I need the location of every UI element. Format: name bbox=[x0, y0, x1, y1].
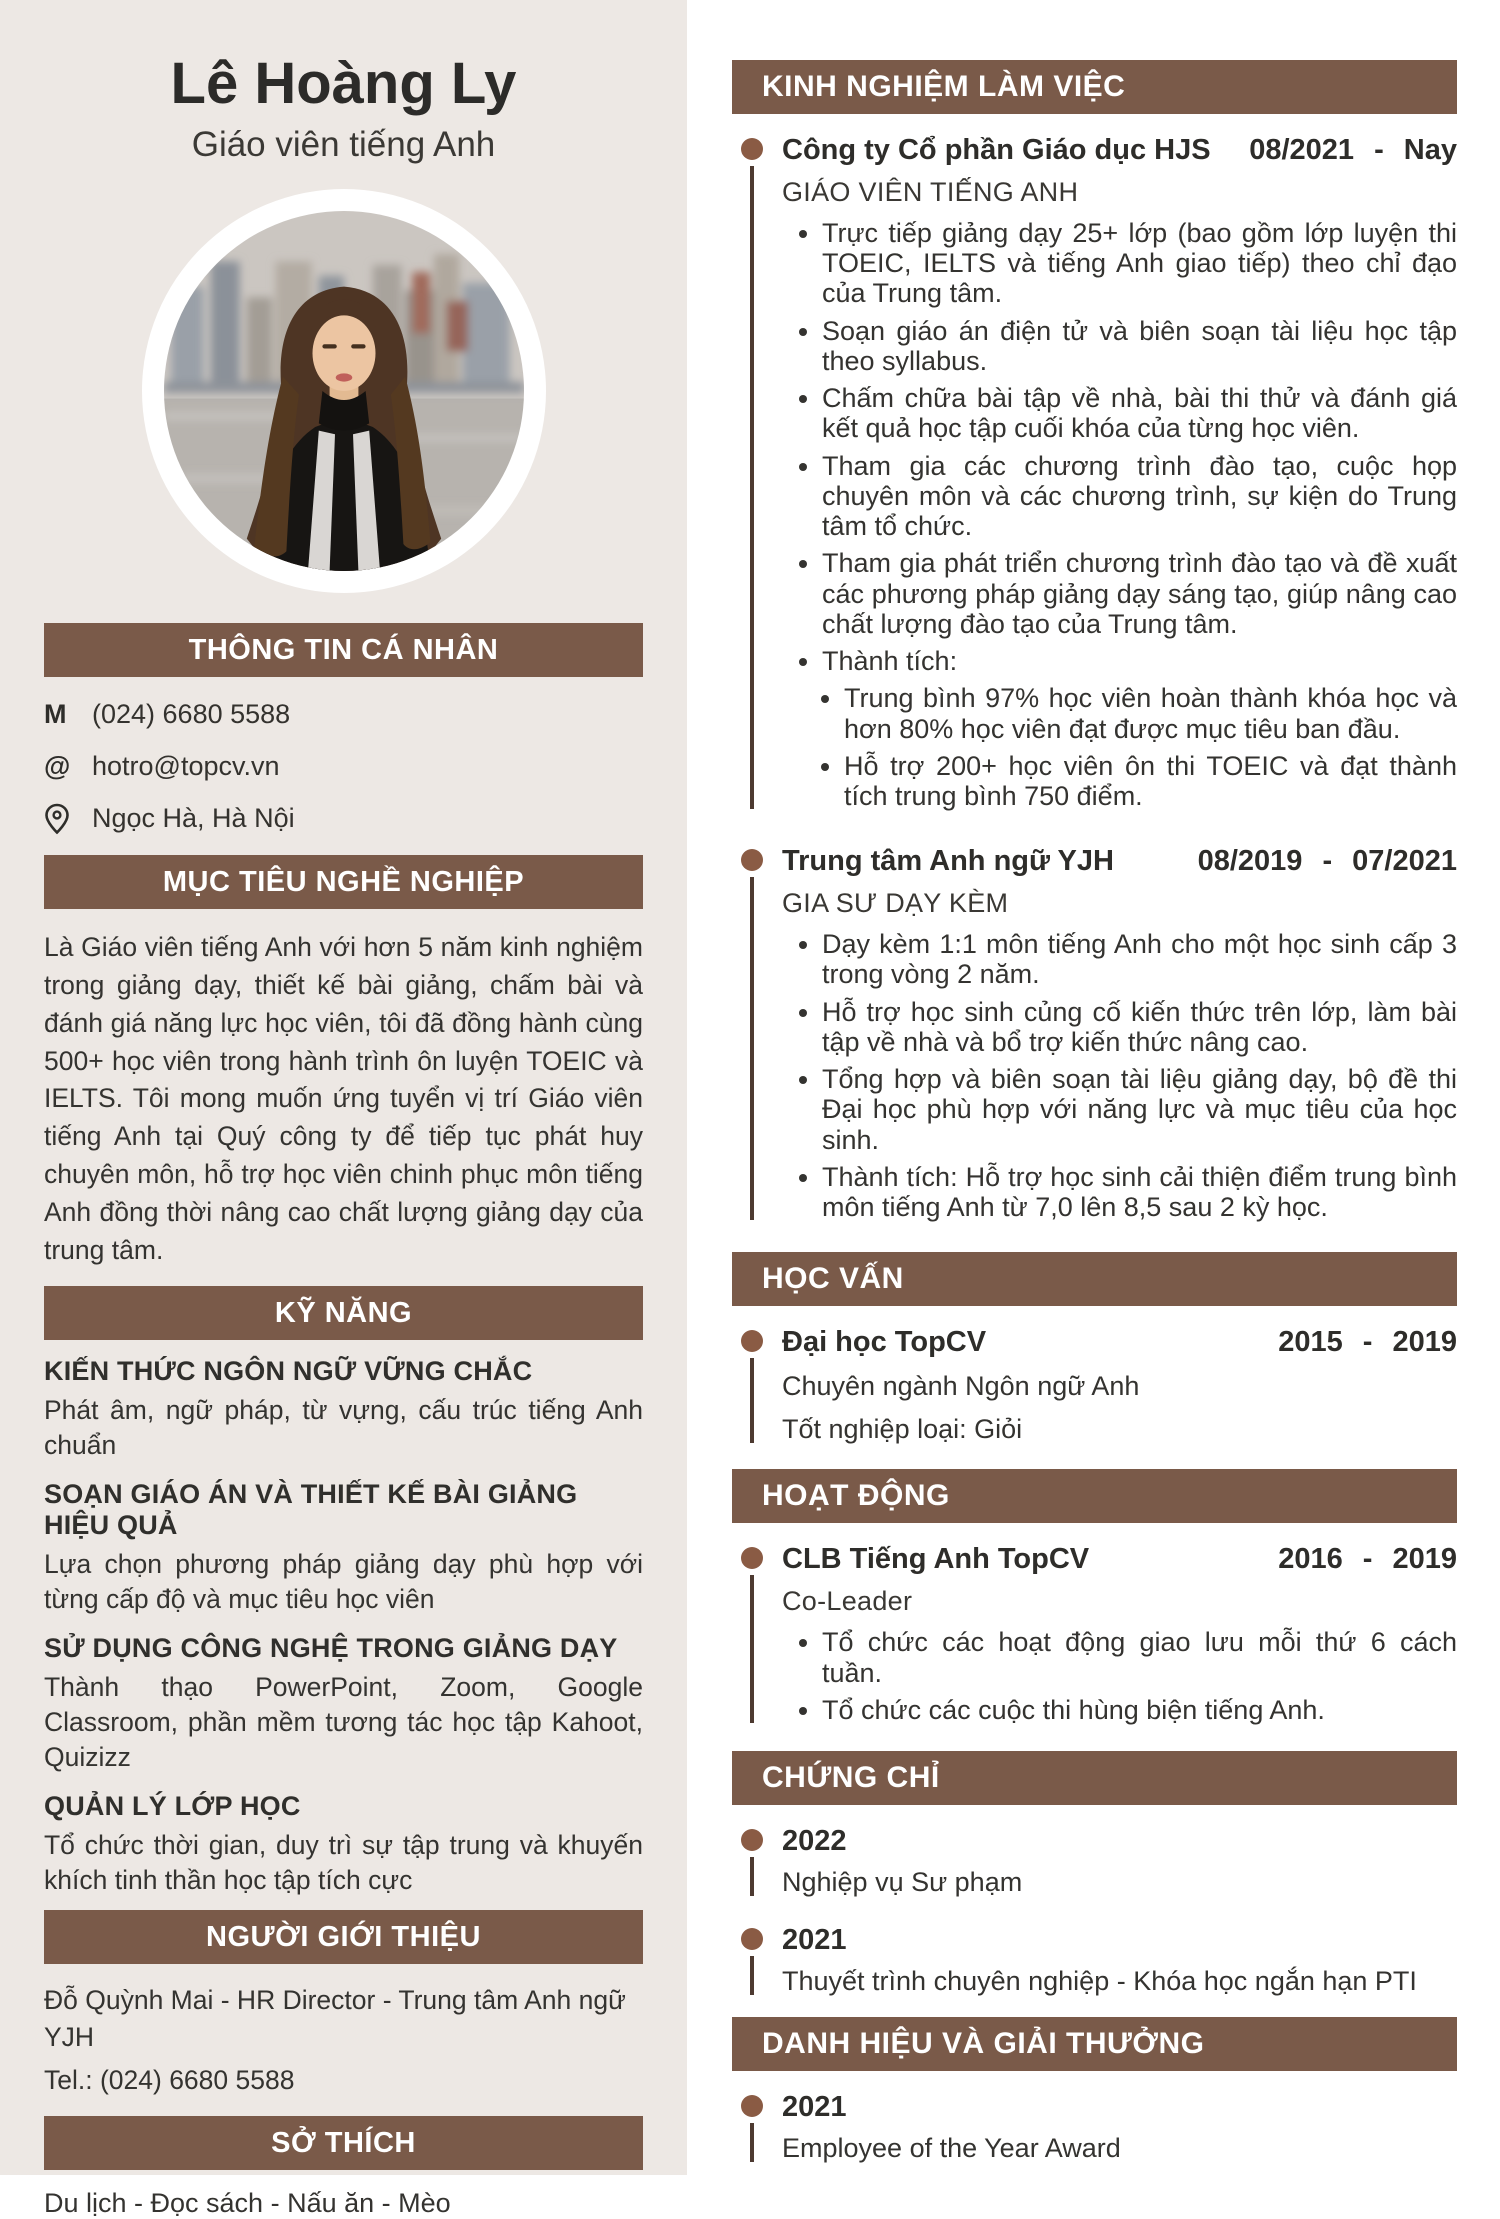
contact-item-phone bbox=[44, 697, 643, 733]
sidebar-section-reference bbox=[44, 1910, 643, 2096]
organization-name: CLB Tiếng Anh TopCV bbox=[782, 1543, 1090, 1576]
candidate-title: Giáo viên tiếng Anh bbox=[191, 124, 496, 164]
bullet-item: • Soạn giáo án điện tử và biên soạn tài liệu học tập theo syllabus. bbox=[822, 316, 1457, 376]
contact-item-email bbox=[44, 749, 643, 785]
sidebar bbox=[0, 0, 687, 2218]
skill-item bbox=[44, 1791, 643, 1898]
reference-phone: Tel.: (024) 6680 5588 bbox=[44, 2064, 295, 2095]
education-grade: Tốt nghiệp loại: Giỏi bbox=[782, 1414, 1023, 1445]
skill-desc: Lựa chọn phương pháp giảng dạy phù hợp với từng cấp độ và mục tiêu học viên bbox=[44, 1548, 643, 1614]
timeline-dot bbox=[741, 2095, 763, 2117]
section-awards bbox=[732, 2017, 1457, 2164]
portrait-illustration bbox=[164, 211, 524, 571]
section-experience bbox=[732, 60, 1457, 1222]
timeline-dot bbox=[741, 849, 763, 871]
sidebar-section-contact bbox=[44, 623, 643, 837]
entry-header bbox=[782, 845, 1457, 878]
skill-title: SOẠN GIÁO ÁN VÀ THIẾT KẾ BÀI GIẢNG HIỆU QUẢ bbox=[44, 1478, 578, 1540]
entry-header bbox=[782, 1326, 1457, 1359]
candidate-name: Lê Hoàng Ly bbox=[170, 51, 517, 116]
email-address: hotro@topcv.vn bbox=[92, 751, 280, 782]
certificate-name: Thuyết trình chuyên nghiệp - Khóa học ngắn hạn PTI bbox=[782, 1966, 1417, 1997]
hobbies-text: Du lịch - Đọc sách - Nấu ăn - Mèo bbox=[44, 2187, 451, 2218]
award-name: Employee of the Year Award bbox=[782, 2133, 1121, 2164]
date-range: 2016 - 2019 bbox=[1278, 1543, 1457, 1576]
skill-item bbox=[44, 1633, 643, 1775]
education-heading: HỌC VẤN bbox=[732, 1252, 1457, 1306]
profile-photo-ring bbox=[142, 189, 546, 593]
certificate-entry bbox=[732, 1924, 1457, 1997]
bullet-item: • Tổ chức các cuộc thi hùng biện tiếng Anh. bbox=[822, 1695, 1457, 1725]
section-education bbox=[732, 1252, 1457, 1445]
activity-entry bbox=[732, 1543, 1457, 1725]
skill-title: QUẢN LÝ LỚP HỌC bbox=[44, 1790, 301, 1821]
certificate-name: Nghiệp vụ Sư phạm bbox=[782, 1867, 1023, 1898]
education-entry bbox=[732, 1326, 1457, 1445]
school-name: Đại học TopCV bbox=[782, 1326, 987, 1359]
achievement-bullets bbox=[782, 683, 1457, 811]
timeline-line bbox=[750, 2123, 754, 2162]
awards-heading: DANH HIỆU VÀ GIẢI THƯỞNG bbox=[732, 2017, 1457, 2071]
education-major: Chuyên ngành Ngôn ngữ Anh bbox=[782, 1371, 1140, 1402]
skill-desc: Phát âm, ngữ pháp, từ vựng, cấu trúc tiếng Anh chuẩn bbox=[44, 1394, 643, 1460]
skills-heading: KỸ NĂNG bbox=[44, 1286, 643, 1340]
phone-icon: M bbox=[44, 699, 67, 730]
sidebar-section-objective bbox=[44, 855, 643, 1270]
skill-desc: Tổ chức thời gian, duy trì sự tập trung và khuyến khích tinh thần học tập tích cực bbox=[44, 1829, 643, 1895]
bullet-item: • Trung bình 97% học viên hoàn thành khóa học và hơn 80% học viên đạt được mục tiêu ban đầu. bbox=[844, 683, 1457, 743]
bullet-item: • Tổ chức các hoạt động giao lưu mỗi thứ 6 cách tuần. bbox=[822, 1627, 1457, 1687]
bullet-item: • Tổng hợp và biên soạn tài liệu giảng dạy, bộ đề thi Đại học phù hợp với năng lực và mục tiêu của học sinh. bbox=[822, 1064, 1457, 1155]
timeline-dot bbox=[741, 138, 763, 160]
bullet-item: • Thành tích: bbox=[822, 646, 1457, 676]
activities-heading: HOẠT ĐỘNG bbox=[732, 1469, 1457, 1523]
bullet-item: • Hỗ trợ học sinh củng cố kiến thức trên lớp, làm bài tập về nhà và bổ trợ kiến thức nâng cao. bbox=[822, 997, 1457, 1057]
entry-header bbox=[782, 134, 1457, 167]
job-role: GIÁO VIÊN TIẾNG ANH bbox=[782, 177, 1079, 207]
reference-person: Đỗ Quỳnh Mai - HR Director - Trung tâm Anh ngữ YJH bbox=[44, 1984, 626, 2053]
certificate-year: 2022 bbox=[782, 1825, 847, 1858]
timeline-line bbox=[750, 1857, 754, 1896]
bullet-item: • Thành tích: Hỗ trợ học sinh cải thiện điểm trung bình môn tiếng Anh từ 7,0 lên 8,5 sau 2 kỳ học. bbox=[822, 1162, 1457, 1222]
activity-bullets bbox=[782, 1627, 1457, 1725]
objective-text: Là Giáo viên tiếng Anh với hơn 5 năm kinh nghiệm trong giảng dạy, thiết kế bài giảng, chấm bài và đánh giá năng lực học viên, tôi đã đồng hành cùng 500+ học viên trong hành trình ôn luyện TOEIC và IELTS. Tôi mong muốn ứng tuyển vị trí Giáo viên tiếng Anh tại Quý công ty để tiếp tục phát huy chuyên môn, hỗ trợ học viên chinh phục môn tiếng Anh đồng thời nâng cao chất lượng giảng dạy của trung tâm. bbox=[44, 931, 643, 1266]
timeline-dot bbox=[741, 1330, 763, 1352]
location-icon bbox=[44, 803, 78, 835]
timeline-dot bbox=[741, 1547, 763, 1569]
timeline-line bbox=[750, 1575, 754, 1723]
timeline-dot bbox=[741, 1829, 763, 1851]
section-activities bbox=[732, 1469, 1457, 1725]
skills-list bbox=[44, 1356, 643, 1898]
contact-list bbox=[44, 697, 643, 837]
main-column bbox=[687, 0, 1500, 2175]
certificates-heading: CHỨNG CHỈ bbox=[732, 1751, 1457, 1805]
timeline-line bbox=[750, 1956, 754, 1995]
job-role: GIA SƯ DẠY KÈM bbox=[782, 888, 1009, 919]
objective-heading: MỤC TIÊU NGHỀ NGHIỆP bbox=[44, 855, 643, 909]
timeline-line bbox=[750, 166, 754, 809]
certificate-year: 2021 bbox=[782, 1924, 847, 1957]
company-name: Công ty Cổ phần Giáo dục HJS bbox=[782, 134, 1211, 166]
certificate-entry bbox=[732, 1825, 1457, 1898]
bullet-item: • Tham gia các chương trình đào tạo, cuộc họp chuyên môn và các chương trình, sự kiện do Trung tâm tổ chức. bbox=[822, 451, 1457, 542]
bullet-item: • Trực tiếp giảng dạy 25+ lớp (bao gồm lớp luyện thi TOEIC, IELTS và tiếng Anh giao tiếp) theo chỉ đạo của Trung tâm. bbox=[822, 218, 1457, 309]
skill-item bbox=[44, 1479, 643, 1617]
company-name: Trung tâm Anh ngữ YJH bbox=[782, 845, 1114, 878]
job-bullets bbox=[782, 218, 1457, 676]
timeline-line bbox=[750, 1358, 754, 1443]
skill-desc: Thành thạo PowerPoint, Zoom, Google Classroom, phần mềm tương tác học tập Kahoot, Quizizz bbox=[44, 1671, 643, 1772]
award-entry bbox=[732, 2091, 1457, 2164]
entry-header bbox=[782, 1543, 1457, 1576]
skill-title: SỬ DỤNG CÔNG NGHỆ TRONG GIẢNG DẠY bbox=[44, 1632, 618, 1663]
section-certificates bbox=[732, 1751, 1457, 1997]
experience-heading: KINH NGHIỆM LÀM VIỆC bbox=[732, 60, 1457, 114]
bullet-item: • Hỗ trợ 200+ học viên ôn thi TOEIC và đạt thành tích trung bình 750 điểm. bbox=[844, 751, 1457, 811]
activity-role: Co-Leader bbox=[782, 1586, 913, 1617]
bullet-item: • Dạy kèm 1:1 môn tiếng Anh cho một học sinh cấp 3 trong vòng 2 năm. bbox=[822, 929, 1457, 989]
date-range: 08/2019 - 07/2021 bbox=[1197, 845, 1457, 878]
date-range: 2015 - 2019 bbox=[1278, 1326, 1457, 1359]
bullet-item: • Chấm chữa bài tập về nhà, bài thi thử và đánh giá kết quả học tập cuối khóa của từng học viên. bbox=[822, 383, 1457, 443]
date-range: 08/2021 - Nay bbox=[1249, 134, 1457, 166]
sidebar-section-hobbies bbox=[44, 2116, 643, 2219]
location-text: Ngọc Hà, Hà Nội bbox=[92, 803, 295, 834]
skill-item bbox=[44, 1356, 643, 1463]
timeline-line bbox=[750, 877, 754, 1220]
email-icon: @ bbox=[44, 751, 71, 782]
contact-heading: THÔNG TIN CÁ NHÂN bbox=[44, 623, 643, 677]
phone-number: (024) 6680 5588 bbox=[92, 699, 291, 730]
skill-title: KIẾN THỨC NGÔN NGỮ VỮNG CHẮC bbox=[44, 1355, 533, 1386]
reference-heading: NGƯỜI GIỚI THIỆU bbox=[44, 1910, 643, 1964]
job-bullets bbox=[782, 929, 1457, 1222]
profile-photo bbox=[164, 211, 524, 571]
experience-entry bbox=[732, 845, 1457, 1222]
hobbies-heading: SỞ THÍCH bbox=[44, 2116, 643, 2170]
timeline-dot bbox=[741, 1928, 763, 1950]
experience-entry bbox=[732, 134, 1457, 811]
sidebar-section-skills bbox=[44, 1286, 643, 1898]
award-year: 2021 bbox=[782, 2091, 847, 2124]
contact-item-location bbox=[44, 801, 643, 837]
bullet-item: • Tham gia phát triển chương trình đào tạo và đề xuất các phương pháp giảng dạy sáng tạo, giúp nâng cao chất lượng đào tạo của Trung tâm. bbox=[822, 548, 1457, 639]
